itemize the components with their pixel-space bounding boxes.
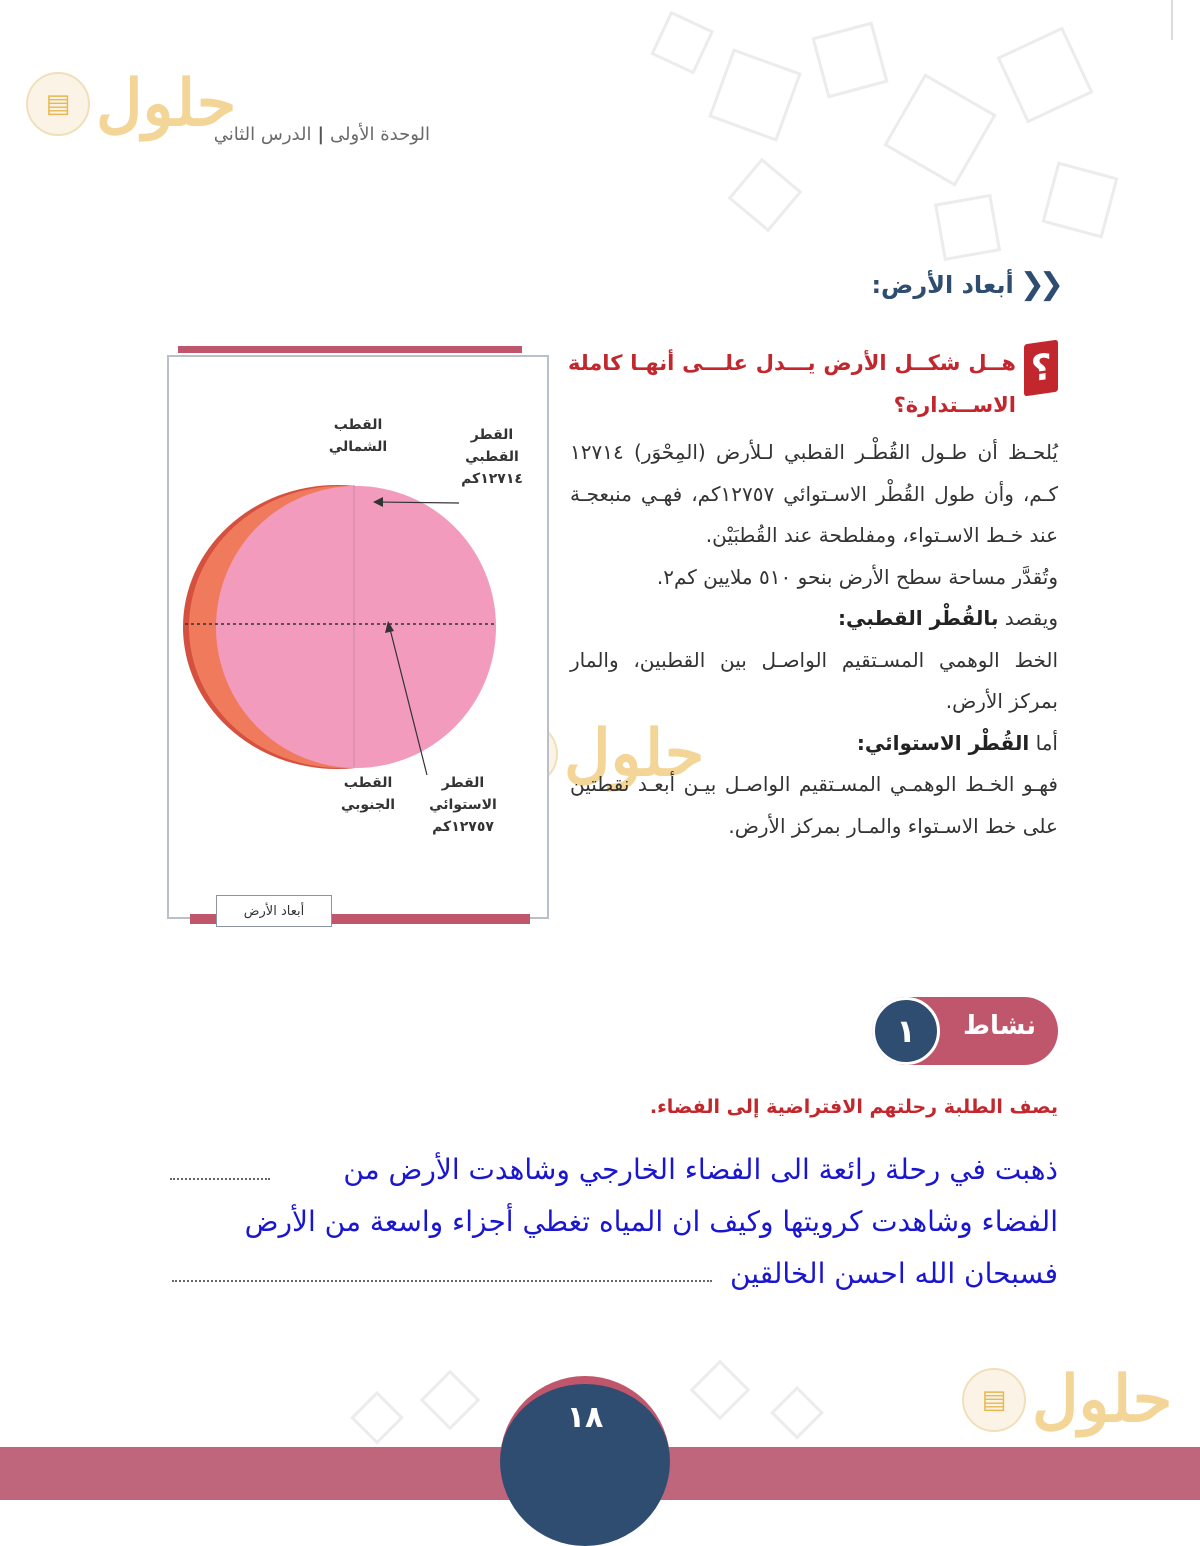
- header-separator: |: [317, 124, 325, 145]
- paragraph-diameters: يُلحـظ أن طـول القُطْـر القطبي لـلأرض (المِحْوَر) ١٢٧١٤ كـم، وأن طول القُطْر الاسـتوائي ١٢٧٥٧كم، فهـي منبعجـة عند خـط الاسـتواء، ومفلطحة عند القُطبَيْن.: [570, 440, 1058, 547]
- lesson-body: [570, 432, 1058, 847]
- question-mark-icon: ؟: [1024, 340, 1058, 397]
- definition-term: القُطْر الاستوائي:: [856, 730, 1030, 755]
- definition-lead: ويقصد: [998, 606, 1058, 630]
- activity-label: نشاط: [963, 1011, 1036, 1041]
- figure-top-bar: [178, 346, 522, 353]
- definition-lead: أما: [1029, 730, 1058, 755]
- question-text: هــل شكــل الأرض يـــدل علـــى أنهـا كاملة الاســتدارة؟: [568, 351, 1016, 417]
- activity-badge: [872, 997, 1058, 1065]
- answer-line-1: ذهبت في رحلة رائعة الى الفضاء الخارجي وشاهدت الأرض من: [343, 1153, 1058, 1186]
- answer-line-3: فسبحان الله احسن الخالقين: [729, 1257, 1058, 1290]
- answer-dotted-line: [170, 1178, 270, 1180]
- label-equatorial-diameter: القطر الاستوائي ١٢٧٥٧كم: [429, 775, 497, 835]
- page-number: ١٨: [566, 1400, 604, 1435]
- double-chevron-icon: ❮❮: [1019, 267, 1058, 302]
- section-title: أبعاد الأرض:: [871, 271, 1014, 299]
- running-header: [160, 124, 430, 145]
- activity-instruction: يصف الطلبة رحلتهم الافتراضية إلى الفضاء.: [649, 1096, 1058, 1118]
- watermark-text: حلول: [1032, 1362, 1173, 1437]
- section-heading: [871, 267, 1058, 302]
- book-icon: ▤: [962, 1368, 1026, 1432]
- lesson-label: الدرس الثاني: [213, 124, 312, 145]
- activity-number: ١: [872, 997, 940, 1065]
- label-north-pole: القطب الشمالي: [328, 417, 388, 455]
- globe: [216, 486, 496, 768]
- paragraph-polar-definition: الخط الوهمي المسـتقيم الواصـل بين القطبين، والمار بمركز الأرض.: [570, 647, 1058, 713]
- definition-heading-polar: [570, 598, 1058, 640]
- book-icon: ▤: [26, 72, 90, 136]
- question-block: [568, 342, 1058, 426]
- watermark-text: حلول: [96, 66, 237, 141]
- label-polar-diameter: القطر القطبي ١٢٧١٤كم: [461, 427, 523, 487]
- answer-line-2: الفضاء وشاهدت كرويتها وكيف ان المياه تغطي أجزاء واسعة من الأرض: [244, 1205, 1058, 1238]
- paragraph-area: وتُقدَّر مساحة سطح الأرض بنحو ٥١٠ ملايين كم٢.: [656, 564, 1058, 589]
- unit-label: الوحدة الأولى: [330, 124, 430, 145]
- watermark-text: حلول: [564, 716, 705, 791]
- paragraph-equatorial-definition: فهـو الخـط الوهمـي المسـتقيم الواصـل بيـن أبعـد نقطتين على خط الاسـتواء والمـار بمركز الأرض.: [570, 772, 1058, 838]
- figure-caption: أبعاد الأرض: [216, 895, 332, 927]
- definition-heading-equatorial: [570, 723, 1058, 765]
- definition-term: بالقُطْر القطبي:: [838, 606, 999, 630]
- answer-dotted-line: [172, 1280, 712, 1282]
- watermark-logo: [962, 1362, 1173, 1437]
- label-south-pole: القطب الجنوبي: [340, 775, 396, 813]
